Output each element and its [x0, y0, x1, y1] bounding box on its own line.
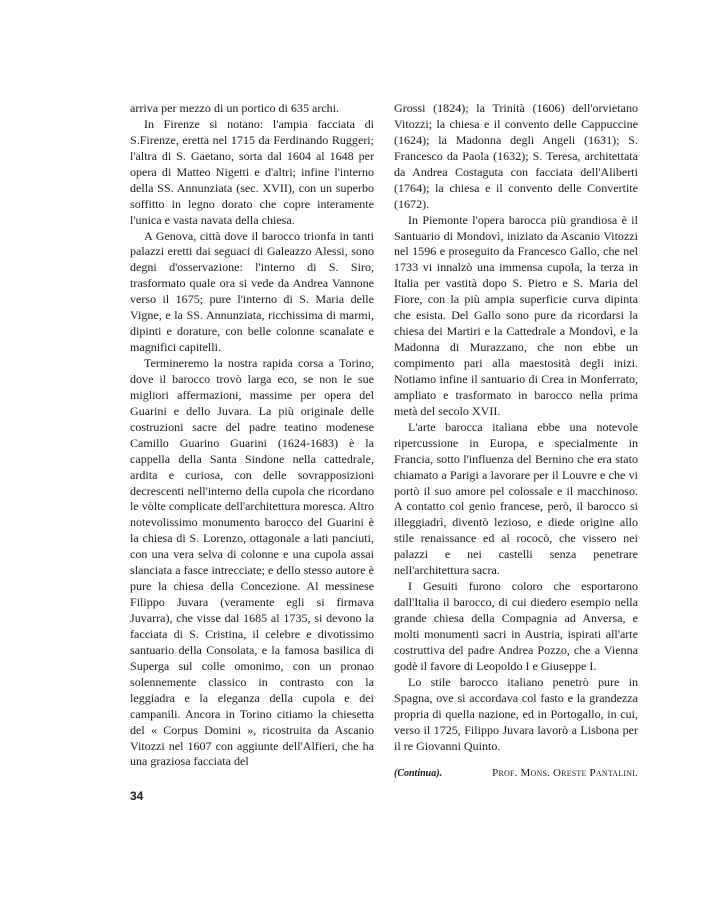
page-number: 34	[130, 789, 144, 803]
author-signature: Prof. Mons. Oreste Pantalini.	[492, 767, 638, 779]
paragraph: arriva per mezzo di un portico di 635 archi.	[130, 101, 340, 115]
paragraph: I Gesuiti furono coloro che esportarono dall'Italia il barocco, di cui diedero esempio nella grande chiesa della Compagnia ad Anversa, e molti monumenti sacri in Austria, ispirati all'arte costruttiva del padre Andrea Pozzo, che a Vienna godè il favore di Leopoldo I e Giuseppe I.	[394, 579, 638, 673]
paragraph: Grossi (1824); la Trinità (1606) dell'orvietano Vitozzi; la chiesa e il convento delle Cappuccine (1624); la Madonna degli Angeli (1631); S. Francesco da Paola (1632); S. Teresa, architettata da Andrea Costaguta con facciata dell'Aliberti (1764); la chiesa e il convento delle Convertite (1672).	[394, 101, 638, 211]
continued-note: (Continua).	[394, 768, 443, 779]
paragraph: A Genova, città dove il barocco trionfa in tanti palazzi eretti dai seguaci di Galeazzo Alessi, sono degni d'osservazione: l'interno di S. Siro, trasformato quale ora si vede da Andrea Vannone verso il 1675; pure l'interno di S. Maria delle Vigne, e la SS. Annunziata, ricchissima di marmi, dipinti e dorature, con belle colonne scanalate e magnifici capitelli.	[130, 228, 374, 355]
paragraph: In Firenze si notano: l'ampia facciata di S.Firenze, eretta nel 1715 da Ferdinando Ruggeri; l'altra di S. Gaetano, sorta dal 1604 al 1648 per opera di Matteo Nigetti e d'altri; infine l'interno della SS. Annunziata (sec. XVII), con un superbo soffitto in legno dorato che copre interamente l'unica e vasta navata della chiesa.	[130, 116, 374, 227]
paragraph: L'arte barocca italiana ebbe una notevole ripercussione in Europa, e specialmente in Francia, sotto l'influenza del Bernino che era stato chiamato a Parigi a lavorare per il Louvre e che vi portò il suo amore pel colossale e il macchinoso. A contatto col genio francese, però, il barocco si illeggiadrì, diventò lezioso, e diede origine allo stile renaissance ed al rococò, che vissero nei palazzi e nei castelli senza penetrare nell'architettura sacra.	[394, 419, 638, 578]
paragraph: Termineremo la nostra rapida corsa a Torino, dove il barocco trovò larga eco, se non le sue migliori affermazioni, massime per opera del Guarini e dello Juvara. La più originale delle costruzioni sacre del padre teatino modenese Camillo Guarino Guarini (1624-1683) è la cappella della Santa Sindone nella cattedrale, ardita e curiosa, con delle sovrapposizioni decrescenti nell'interno della cupola che ricordano le vòlte complicate dell'architettura moresca. Altro notevolissimo monumento barocco del Guarini è la chiesa di S. Lorenzo, ottagonale a lati panciuti, con una vera selva di colonne e una cupola assai slanciata a fasce intrecciate; e dello stesso autore è pure la chiesa della Concezione. Al messinese Filippo Juvara (veramente egli si firmava Juvarra), che visse dal 1685 al 1735, si devono la facciata di S. Cristina, il celebre e divotissimo santuario della Consolata, e la famosa basilica di Superga sul colle omonimo, con un pronao solennemente classico in contrasto con la leggiadra e la eleganza della cupola e dei campanili. Ancora in Torino citiamo la chiesetta del « Corpus Domini », ricostruita da Ascanio Vitozzi nel 1607 con aggiunte dell'Alfieri, che ha una graziosa facciata del	[130, 356, 374, 769]
signature-line	[394, 767, 638, 779]
paragraph: In Piemonte l'opera barocca più grandiosa è il Santuario di Mondovì, iniziato da Ascanio Vitozzi nel 1596 e proseguito da Francesco Gallo, che nel 1733 vi innalzò una immensa cupola, la terza in Italia per vastità dopo S. Pietro e S. Maria del Fiore, con la più ampia superficie curva dipinta che esista. Del Gallo sono pure da ricordarsi la chiesa dei Martiri e la Cattedrale a Mondovì, e la Madonna di Murazzano, che non ebbe un compimento pari alla maestosità degli inizi. Notiamo infine il santuario di Crea in Monferrato, ampliato e trasformato in barocco nella prima metà del secolo XVII.	[394, 212, 638, 418]
paragraph: Lo stile barocco italiano penetrò pure in Spagna, ove si accordava col fasto e la grandezza propria di quella nazione, ed in Portogallo, in cui, verso il 1725, Filippo Juvara lavorò a Lisbona per il re Giovanni Quinto.	[394, 674, 638, 753]
right-column	[394, 101, 638, 754]
left-column	[130, 101, 374, 770]
